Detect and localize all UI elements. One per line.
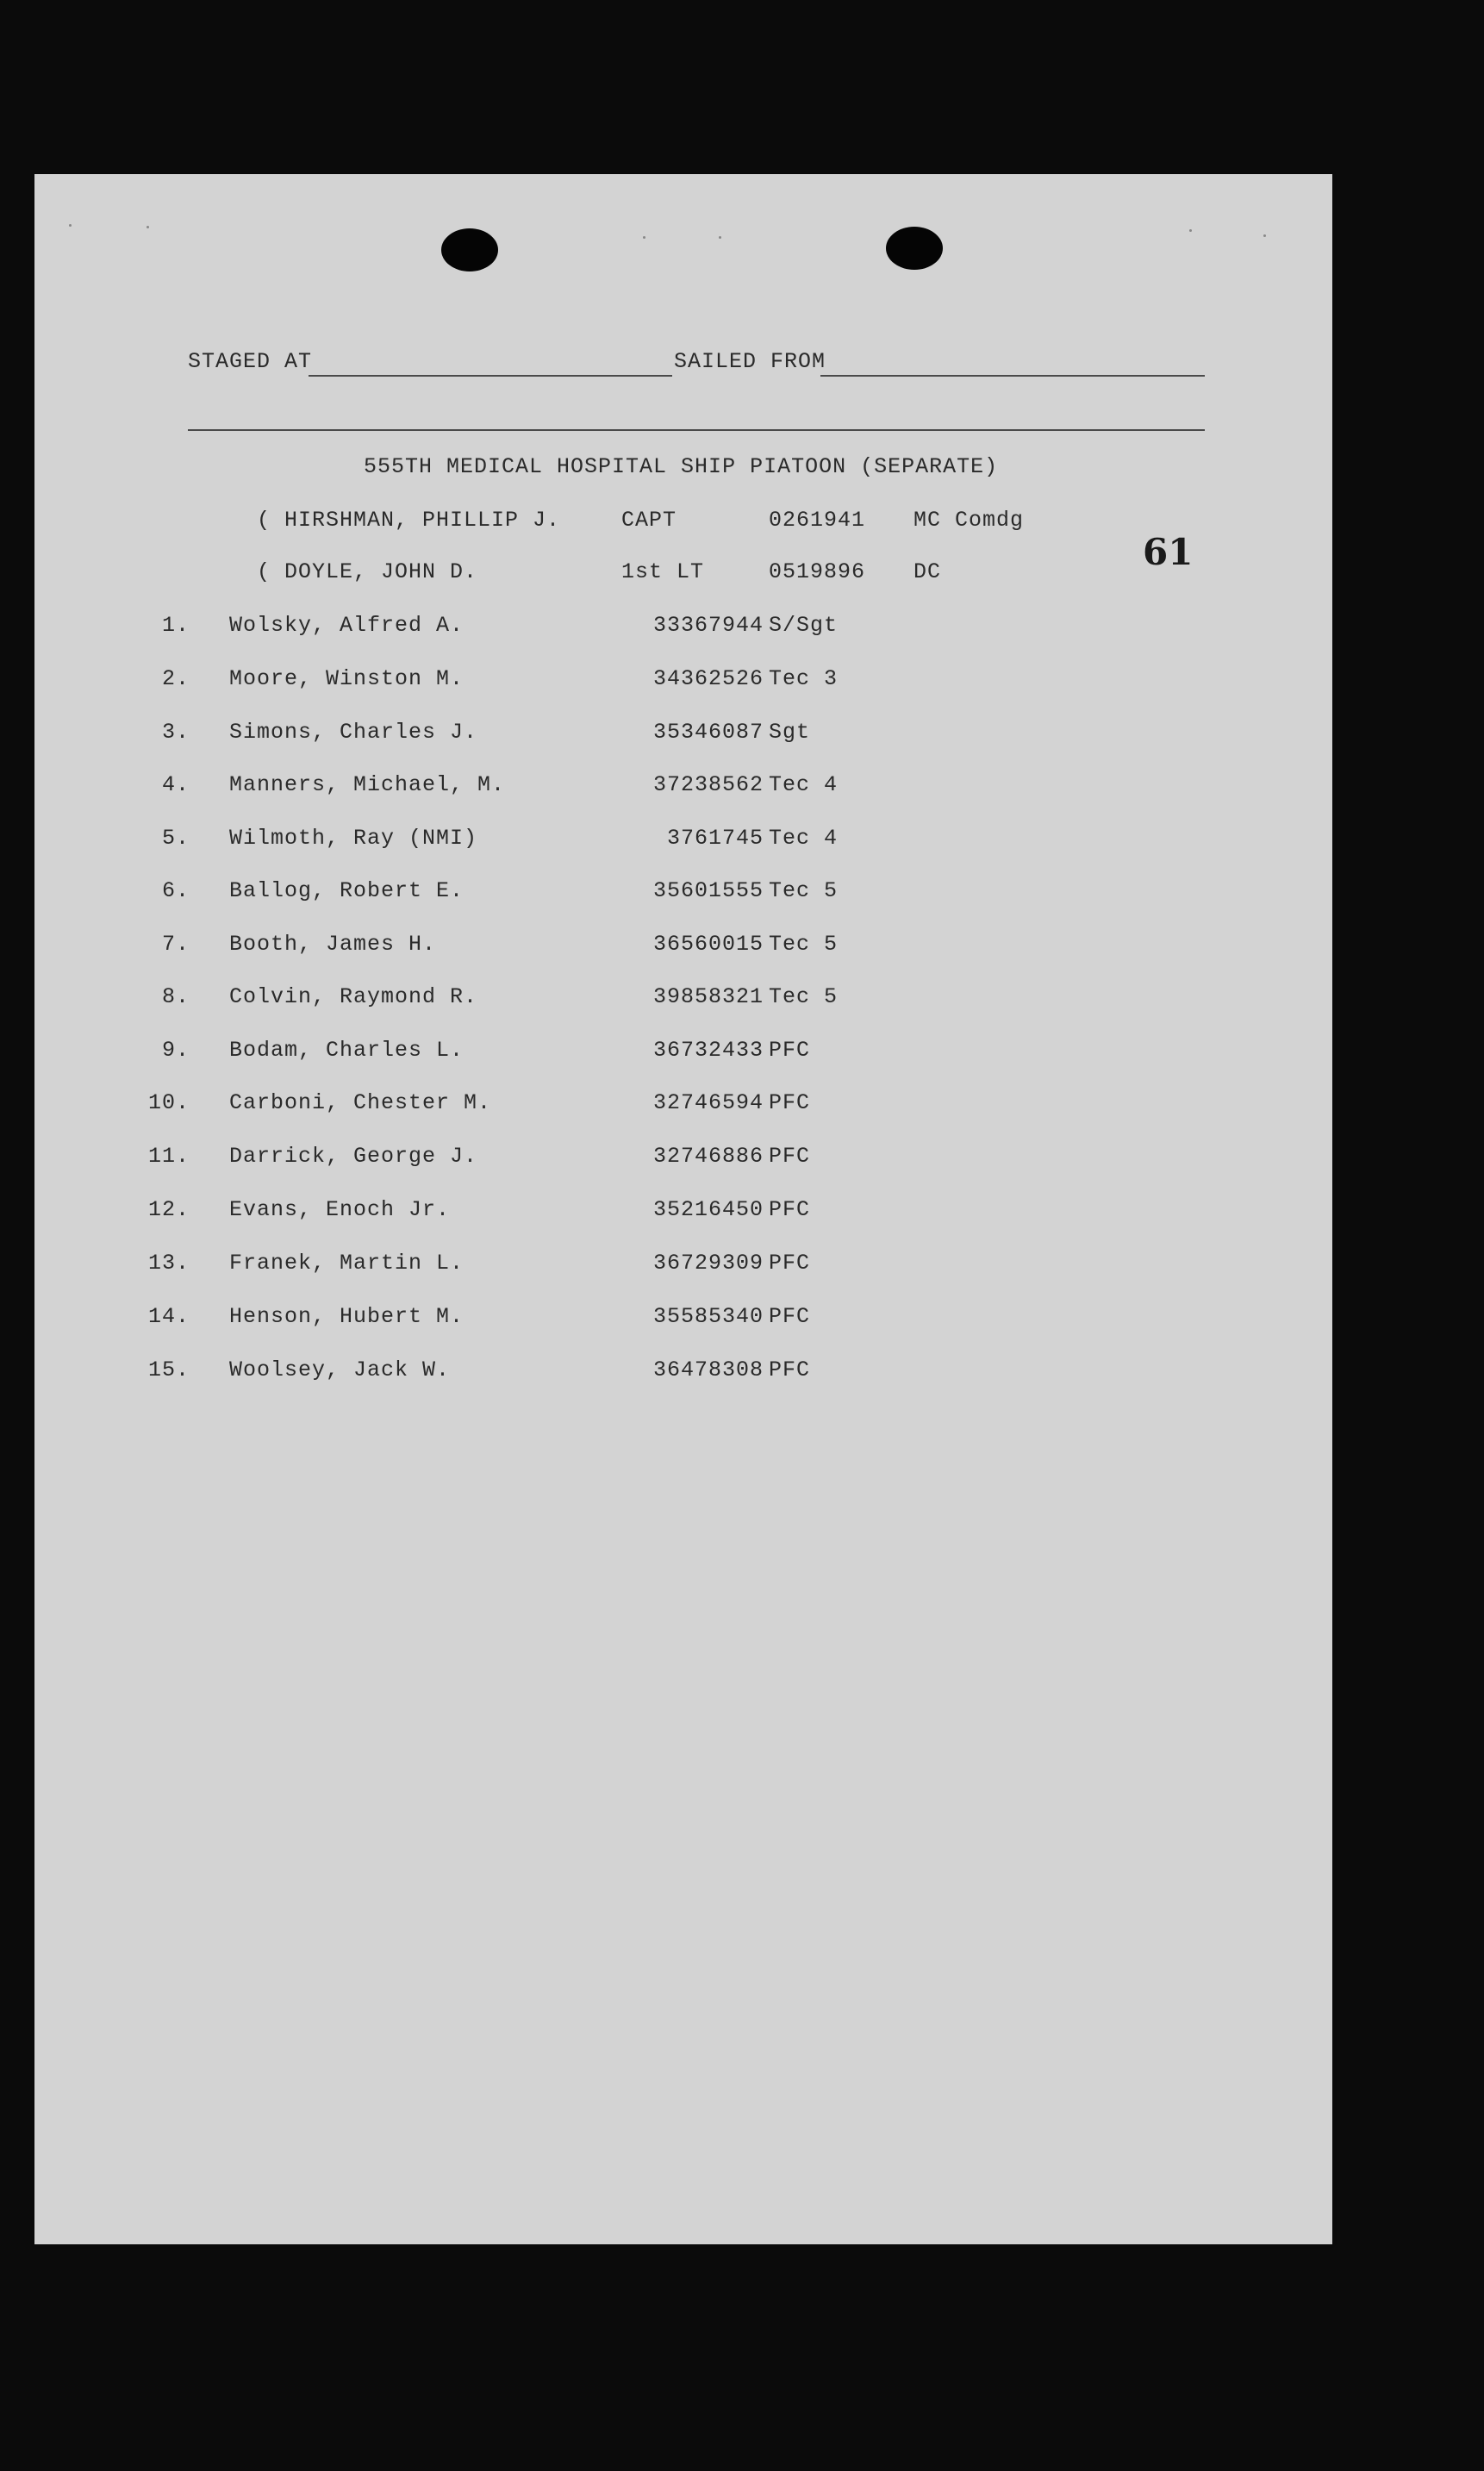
- roster-number: 13.: [147, 1251, 190, 1276]
- roster-grade: Sgt: [769, 720, 811, 745]
- roster-number: 9.: [161, 1038, 190, 1063]
- roster-grade: Tec 4: [769, 826, 839, 851]
- officer-note: MC Comdg: [913, 508, 1025, 533]
- unit-title: 555TH MEDICAL HOSPITAL SHIP PIATOON (SEPARATE): [364, 454, 999, 479]
- officer-rank: CAPT: [621, 508, 677, 533]
- roster-serial: 3761745: [666, 826, 764, 851]
- roster-row: [34, 720, 1332, 754]
- roster-name: Evans, Enoch Jr.: [229, 1197, 451, 1222]
- roster-name: Carboni, Chester M.: [229, 1090, 492, 1115]
- roster-serial: 36732433: [652, 1038, 764, 1063]
- roster-serial: 35346087: [652, 720, 764, 745]
- scan-speck: [147, 226, 149, 228]
- roster-row: [34, 1090, 1332, 1125]
- officer-row: [34, 559, 1332, 594]
- roster-row: [34, 613, 1332, 647]
- roster-serial: 36560015: [652, 932, 764, 957]
- roster-grade: Tec 5: [769, 932, 839, 957]
- staged-at-label: STAGED AT: [188, 349, 313, 374]
- roster-number: 3.: [161, 720, 190, 745]
- officer-name: ( HIRSHMAN, PHILLIP J.: [257, 508, 561, 533]
- roster-name: Moore, Winston M.: [229, 666, 465, 691]
- roster-row: [34, 666, 1332, 701]
- header-divider: [188, 429, 1205, 431]
- roster-serial: 32746594: [652, 1090, 764, 1115]
- roster-name: Ballog, Robert E.: [229, 878, 465, 903]
- roster-number: 7.: [161, 932, 190, 957]
- officer-note: DC: [913, 559, 942, 584]
- roster-serial: 36478308: [652, 1357, 764, 1382]
- roster-name: Darrick, George J.: [229, 1144, 478, 1169]
- roster-grade: Tec 4: [769, 772, 839, 797]
- roster-number: 15.: [147, 1357, 190, 1382]
- roster-serial: 33367944: [652, 613, 764, 638]
- roster-grade: PFC: [769, 1251, 811, 1276]
- roster-serial: 35585340: [652, 1304, 764, 1329]
- roster-number: 11.: [147, 1144, 190, 1169]
- roster-serial: 37238562: [652, 772, 764, 797]
- punch-hole-left: [441, 228, 498, 271]
- roster-name: Simons, Charles J.: [229, 720, 478, 745]
- roster-name: Wilmoth, Ray (NMI): [229, 826, 478, 851]
- roster-name: Wolsky, Alfred A.: [229, 613, 465, 638]
- roster-row: [34, 772, 1332, 807]
- officer-serial: 0261941: [769, 508, 866, 533]
- sailed-from-label: SAILED FROM: [674, 349, 826, 374]
- roster-grade: Tec 3: [769, 666, 839, 691]
- roster-row: [34, 1357, 1332, 1392]
- roster-page: [34, 174, 1332, 2244]
- roster-name: Manners, Michael, M.: [229, 772, 506, 797]
- roster-number: 2.: [161, 666, 190, 691]
- scan-speck: [719, 236, 721, 239]
- roster-serial: 35601555: [652, 878, 764, 903]
- roster-number: 14.: [147, 1304, 190, 1329]
- roster-row: [34, 1304, 1332, 1338]
- roster-row: [34, 878, 1332, 913]
- roster-serial: 36729309: [652, 1251, 764, 1276]
- roster-grade: PFC: [769, 1197, 811, 1222]
- roster-name: Booth, James H.: [229, 932, 437, 957]
- roster-grade: PFC: [769, 1144, 811, 1169]
- roster-number: 12.: [147, 1197, 190, 1222]
- roster-name: Franek, Martin L.: [229, 1251, 465, 1276]
- scan-speck: [1263, 234, 1266, 237]
- roster-row: [34, 1144, 1332, 1178]
- roster-name: Colvin, Raymond R.: [229, 984, 478, 1009]
- roster-grade: PFC: [769, 1038, 811, 1063]
- officer-row: [34, 508, 1332, 542]
- roster-row: [34, 1251, 1332, 1285]
- roster-serial: 32746886: [652, 1144, 764, 1169]
- officer-rank: 1st LT: [621, 559, 705, 584]
- roster-name: Bodam, Charles L.: [229, 1038, 465, 1063]
- roster-grade: Tec 5: [769, 984, 839, 1009]
- roster-number: 6.: [161, 878, 190, 903]
- roster-grade: S/Sgt: [769, 613, 839, 638]
- roster-grade: PFC: [769, 1357, 811, 1382]
- scan-speck: [643, 236, 645, 239]
- roster-number: 8.: [161, 984, 190, 1009]
- roster-serial: 35216450: [652, 1197, 764, 1222]
- roster-serial: 39858321: [652, 984, 764, 1009]
- roster-row: [34, 1197, 1332, 1232]
- roster-row: [34, 932, 1332, 966]
- roster-row: [34, 984, 1332, 1019]
- sailed-from-blank: [820, 375, 1205, 377]
- page-number: 61: [1143, 531, 1194, 573]
- roster-row: [34, 826, 1332, 860]
- roster-number: 10.: [147, 1090, 190, 1115]
- roster-name: Woolsey, Jack W.: [229, 1357, 451, 1382]
- scan-speck: [1189, 229, 1192, 232]
- roster-number: 1.: [161, 613, 190, 638]
- roster-number: 4.: [161, 772, 190, 797]
- roster-serial: 34362526: [652, 666, 764, 691]
- roster-number: 5.: [161, 826, 190, 851]
- officer-serial: 0519896: [769, 559, 866, 584]
- roster-name: Henson, Hubert M.: [229, 1304, 465, 1329]
- roster-row: [34, 1038, 1332, 1072]
- staged-at-blank: [309, 375, 672, 377]
- roster-grade: PFC: [769, 1304, 811, 1329]
- scan-speck: [69, 224, 72, 227]
- punch-hole-right: [886, 227, 943, 270]
- roster-grade: Tec 5: [769, 878, 839, 903]
- roster-grade: PFC: [769, 1090, 811, 1115]
- officer-name: ( DOYLE, JOHN D.: [257, 559, 478, 584]
